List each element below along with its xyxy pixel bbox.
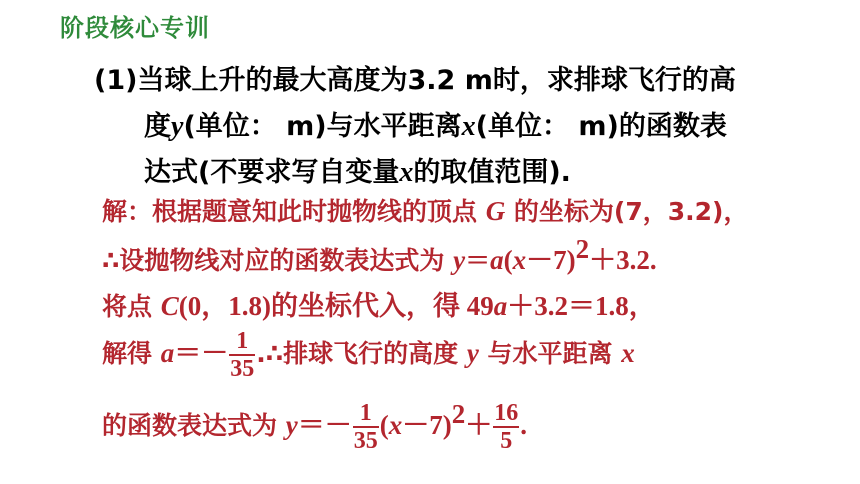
var-x: x (399, 157, 414, 188)
var-g: G (485, 196, 506, 226)
var-x: x (461, 111, 476, 142)
text: ＝－ (297, 410, 352, 440)
text: (0，1.8)的坐标代入，得 49 (178, 291, 494, 321)
exponent: 2 (575, 234, 590, 264)
text: ＝－ (174, 338, 229, 368)
fraction-denominator: 35 (353, 428, 378, 454)
text: ＝ (465, 246, 491, 275)
var-x: x (621, 338, 635, 368)
text: ＋3.2. (589, 245, 657, 275)
text: －7) (402, 410, 452, 440)
text: ( (379, 410, 389, 440)
exponent: 2 (451, 399, 466, 429)
question-line-3 (94, 150, 814, 196)
solution-line-1 (102, 192, 748, 228)
question-block (94, 58, 814, 196)
text: 解：根据题意知此时抛物线的顶点 (102, 197, 486, 226)
var-y: y (285, 410, 298, 440)
fraction (493, 400, 519, 454)
text: 达式(不要求写自变量 (144, 157, 400, 188)
text: ＋3.2＝1.8， (507, 291, 656, 321)
text: .∴排球飞行的高度 (256, 339, 467, 368)
fraction-numerator: 16 (494, 400, 519, 426)
section-header: 阶段核心专训 (60, 14, 210, 42)
text: 解得 (102, 339, 161, 368)
fraction (353, 400, 379, 454)
var-x: x (512, 245, 527, 275)
solution-line-4 (102, 328, 635, 382)
text: 的取值范围). (413, 157, 571, 188)
text: 度 (144, 111, 171, 142)
fraction (229, 328, 255, 382)
text: 将点 (102, 292, 161, 321)
text: 的坐标为(7，3.2)， (505, 197, 749, 226)
var-a: a (493, 291, 508, 321)
fraction-numerator: 1 (236, 328, 249, 354)
var-a: a (490, 245, 504, 275)
var-y: y (171, 111, 184, 142)
text: . (520, 410, 527, 440)
text: ∴设抛物线对应的函数表达式为 (102, 246, 454, 275)
text: －7) (526, 245, 576, 275)
text: 与水平距离 (478, 339, 622, 368)
fraction-denominator: 35 (230, 356, 255, 382)
var-y: y (466, 338, 479, 368)
var-c: C (160, 291, 179, 321)
fraction-denominator: 5 (493, 426, 519, 454)
fraction-numerator: 1 (359, 400, 372, 426)
text: (单位： m)与水平距离 (183, 111, 462, 142)
text: 的函数表达式为 (102, 411, 286, 440)
solution-line-2 (102, 234, 657, 277)
solution-line-5 (102, 400, 527, 454)
text: ( (503, 245, 513, 275)
var-x: x (388, 410, 403, 440)
var-y: y (453, 245, 466, 275)
solution-line-3 (102, 284, 656, 323)
question-line-2 (94, 104, 814, 150)
var-a: a (160, 338, 175, 368)
question-line-1: (1)当球上升的最大高度为3.2 m时，求排球飞行的高 (94, 65, 736, 96)
text: (单位： m)的函数表 (475, 111, 727, 142)
text: ＋ (465, 410, 493, 440)
